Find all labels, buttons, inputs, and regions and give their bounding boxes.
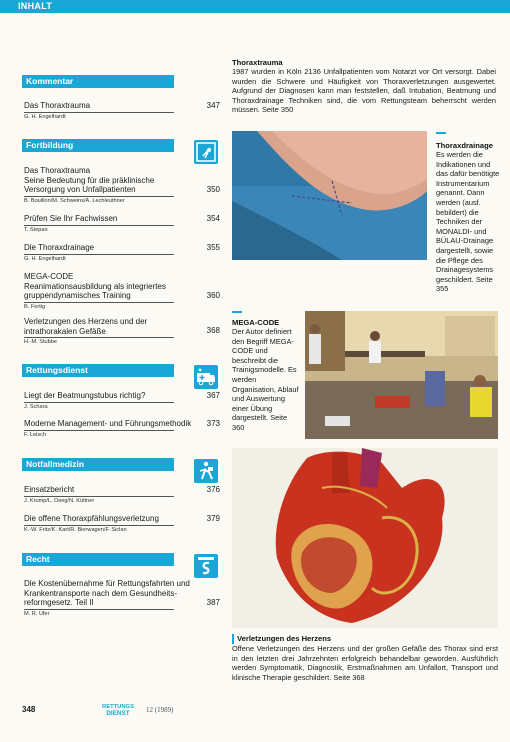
header-bar (0, 0, 510, 13)
toc-entry-page: 379 (206, 514, 220, 523)
toc-entry-title: Das Thoraxtrauma (24, 101, 91, 110)
toc-entry-page: 376 (206, 485, 220, 494)
toc-entry-authors: H.-M. Stubbe (24, 339, 57, 346)
toc-entry-authors: K.-W. Fritz/K. Kart/R. Bierwagen/F. Siclan (24, 526, 127, 533)
toc-entry[interactable] (24, 514, 220, 533)
article-title: MEGA-CODE (232, 318, 280, 327)
toc-entry-authors: M. R. Ufer (24, 610, 50, 617)
toc-entry-title: Prüfen Sie Ihr Fachwissen (24, 214, 118, 223)
article-body: Der Autor definiert den Begriff MEGA-CODE und beschreibt die Trainigsmodelle. Es werden Organisation, Ablauf und Auswertung einer Übung dargestellt. Seite 360 (232, 327, 299, 432)
toc-entry[interactable] (24, 317, 220, 345)
page-number: 348 (22, 705, 36, 714)
first-aid-person-icon (194, 459, 218, 483)
article-herz[interactable] (237, 634, 499, 643)
toc-entry-title: Die offene Thoraxpfählungsverletzung (24, 514, 159, 523)
section-title-recht: Recht (26, 554, 50, 564)
toc-entry[interactable] (24, 272, 220, 310)
article-title: Thoraxtrauma (232, 58, 283, 67)
toc-entry[interactable] (24, 419, 220, 438)
section-bar-kommentar (22, 75, 174, 88)
toc-entry-page: 350 (206, 185, 220, 194)
toc-entry-authors: B. Fertig (24, 303, 46, 310)
divider (24, 254, 174, 255)
rettungsdienst-logo (98, 702, 138, 716)
photo-chest-drainage (232, 131, 427, 260)
article-herz-body-wrap (232, 644, 498, 682)
toc-entry[interactable] (24, 391, 220, 410)
toc-entry-page: 373 (206, 419, 220, 428)
accent-dash (232, 311, 242, 313)
article-body: Es werden die Indikationen und das dafür benötigte Instrumentarium genannt. Dann werden (ausf. bebildert) die Techniken der MONALDI- und BÜLAU-Drainage dargestellt, sowie die Pflege des Drainagesystems geschildert. Seite 355 (436, 150, 500, 294)
divider (24, 609, 174, 610)
divider (24, 302, 174, 303)
section-bar-fortbildung (22, 139, 174, 152)
section-bar-notfallmedizin (22, 458, 174, 471)
toc-entry-title: Verletzungen des Herzens und der intrathorakalen Gefäße (24, 317, 148, 336)
toc-entry-page: 368 (206, 326, 220, 335)
section-title-rettungsdienst: Rettungsdienst (26, 365, 88, 375)
article-title: Verletzungen des Herzens (237, 634, 332, 643)
article-body: 1987 wurden in Köln 2136 Unfallpatienten vom Notarzt vor Ort versorgt. Dabei wurden die Schwere und Häufigkeit von Thoraxverletzungen ausgewertet. Aufgrund der Diagnosen kann man feststellen, daß Intubation, Beatmung und Thoraxdrainage Techniken sind, die vom Rettungsteam beherrscht werden müssen. Seite 350 (232, 67, 496, 115)
toc-entry-authors: T. Stepan (24, 226, 48, 233)
article-body: Offene Verletzungen des Herzens und der großen Gefäße des Thorax sind erst in den letzten drei Jahrzehnten erfolgreich behandelbar geworden. Ausführlich werden Symptomatik, Diagnostik, Erstmaßnahmen am Unfallort, Transport und klinische Therapie geschildert. Seite 368 (232, 644, 498, 682)
divider (24, 402, 174, 403)
header-label: INHALT (18, 1, 53, 11)
toc-entry-page: 367 (206, 391, 220, 400)
toc-entry-title: MEGA-CODE Reanimationsausbildung als integriertes gruppendynamisches Training (24, 272, 166, 301)
toc-entry[interactable] (24, 166, 220, 204)
toc-entry[interactable] (24, 101, 220, 120)
toc-entry-authors: J. Krump/L. Deeg/N. Küttner (24, 497, 95, 504)
ambulance-icon (194, 365, 218, 389)
photo-heart-model (232, 448, 498, 628)
article-thoraxtrauma[interactable] (232, 58, 496, 115)
toc-entry[interactable] (24, 243, 220, 262)
section-bar-recht (22, 553, 174, 566)
toc-entry-title: Die Kostenübernahme für Rettungsfahrten und Krankentransporte nach dem Gesundheits- reformgesetz. Teil II (24, 579, 190, 608)
article-megacode[interactable] (232, 318, 300, 433)
section-bar-rettungsdienst (22, 364, 174, 377)
toc-entry-authors: G. H. Engelhardt (24, 113, 66, 120)
toc-entry[interactable] (24, 579, 220, 617)
toc-entry[interactable] (24, 214, 220, 233)
toc-entry-authors: F. Leisch (24, 431, 47, 438)
accent-dash (436, 132, 446, 134)
toc-entry-page: 360 (206, 291, 220, 300)
divider (24, 496, 174, 497)
toc-entry-title: Das Thoraxtrauma Seine Bedeutung für die präklinische Versorgung von Unfallpatienten (24, 166, 155, 195)
toc-entry-title: Einsatzbericht (24, 485, 75, 494)
accent-dash (232, 634, 234, 644)
photo-megacode-training (305, 311, 498, 439)
teaching-board-icon (194, 140, 218, 164)
paragraph-law-icon (194, 554, 218, 578)
issue-label: 12 (1989) (146, 706, 174, 714)
toc-entry-page: 355 (206, 243, 220, 252)
toc-entry-authors: J. Schara (24, 403, 48, 410)
toc-entry-authors: G. H. Engelhardt (24, 255, 66, 262)
divider (24, 196, 174, 197)
toc-entry[interactable] (24, 485, 220, 504)
svg-text:DIENST: DIENST (106, 710, 130, 716)
section-title-notfallmedizin: Notfallmedizin (26, 459, 85, 469)
divider (24, 525, 174, 526)
divider (24, 430, 174, 431)
divider (24, 112, 174, 113)
article-thoraxdrainage[interactable] (436, 141, 502, 294)
section-title-fortbildung: Fortbildung (26, 140, 74, 150)
article-title: Thoraxdrainage (436, 141, 493, 150)
toc-entry-page: 387 (206, 598, 220, 607)
toc-entry-page: 347 (206, 101, 220, 110)
svg-text:RETTUNGS: RETTUNGS (102, 704, 134, 710)
toc-entry-authors: B. Bouillon/M. Schweins/A. Lechleuthner (24, 197, 125, 204)
divider (24, 225, 174, 226)
divider (24, 337, 174, 338)
section-title-kommentar: Kommentar (26, 76, 74, 86)
toc-entry-title: Liegt der Beatmungstubus richtig? (24, 391, 146, 400)
toc-entry-page: 354 (206, 214, 220, 223)
toc-entry-title: Moderne Management- und Führungsmethodik (24, 419, 192, 428)
toc-entry-title: Die Thoraxdrainage (24, 243, 95, 252)
